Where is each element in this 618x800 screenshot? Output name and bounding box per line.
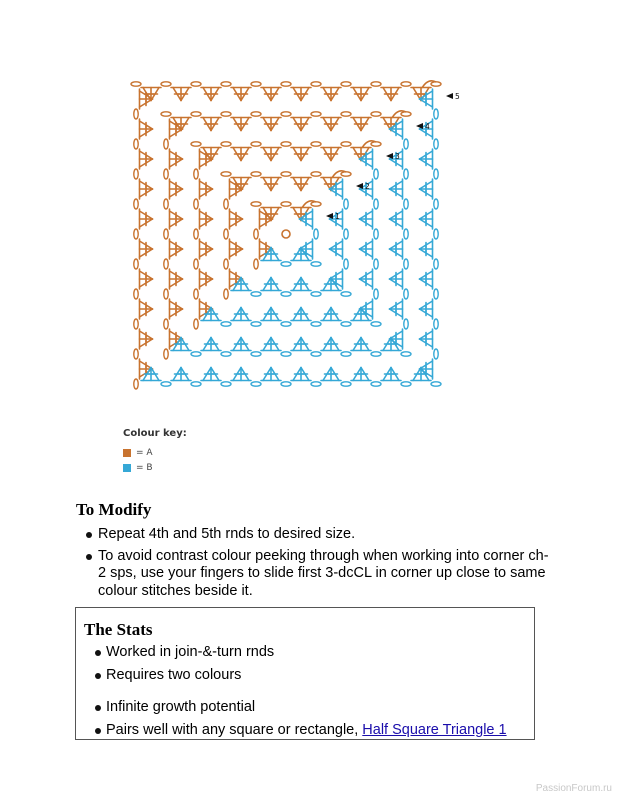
chain-stitch	[134, 289, 138, 299]
stitch-cluster	[231, 368, 251, 381]
colour-key-label-a: = A	[136, 447, 153, 458]
stitch-cluster	[231, 148, 251, 161]
chain-stitch	[251, 322, 261, 326]
chain-stitch	[401, 352, 411, 356]
chain-stitch	[344, 199, 348, 209]
chain-stitch	[134, 169, 138, 179]
chain-stitch	[341, 82, 351, 86]
chain-stitch	[434, 259, 438, 269]
chain-stitch	[311, 262, 321, 266]
chain-stitch	[164, 319, 168, 329]
stitch-cluster	[140, 299, 153, 319]
stitch-cluster	[261, 368, 281, 381]
stitch-cluster	[201, 118, 221, 131]
stitch-cluster	[351, 338, 371, 351]
stitch-cluster	[170, 149, 183, 169]
stitch-cluster	[381, 368, 401, 381]
stitch-cluster	[291, 118, 311, 131]
stitch-cluster	[291, 148, 311, 161]
stitch-cluster	[170, 179, 183, 199]
chain-stitch	[221, 172, 231, 176]
round-marker-label: 4	[425, 122, 430, 131]
stitch-cluster	[140, 179, 153, 199]
chain-stitch	[371, 142, 381, 146]
chain-stitch	[341, 382, 351, 386]
chain-stitch	[194, 199, 198, 209]
stitch-cluster	[170, 209, 183, 229]
chain-stitch	[164, 259, 168, 269]
colour-key-item-a	[123, 445, 187, 460]
chain-stitch	[194, 319, 198, 329]
half-square-triangle-link[interactable]: Half Square Triangle 1	[362, 721, 507, 738]
stitch-cluster	[171, 88, 191, 101]
list-item	[76, 644, 532, 662]
chain-stitch	[254, 259, 258, 269]
chain-stitch	[134, 199, 138, 209]
stitch-cluster	[201, 368, 221, 381]
colour-swatch-a	[123, 449, 131, 457]
chain-stitch	[194, 229, 198, 239]
chain-stitch	[161, 82, 171, 86]
stitch-cluster	[200, 269, 213, 289]
chain-stitch	[281, 112, 291, 116]
chain-stitch	[164, 229, 168, 239]
stitch-cluster	[170, 299, 183, 319]
chain-stitch	[311, 142, 321, 146]
stitch-cluster	[170, 239, 183, 259]
chain-stitch	[281, 322, 291, 326]
chain-stitch	[221, 352, 231, 356]
stitch-cluster	[140, 149, 153, 169]
chain-stitch	[164, 139, 168, 149]
chain-stitch	[281, 142, 291, 146]
stitch-cluster	[420, 209, 433, 229]
stitch-cluster	[360, 239, 373, 259]
stitch-cluster	[230, 209, 243, 229]
stitch-cluster	[261, 88, 281, 101]
chain-stitch	[251, 202, 261, 206]
stitch-cluster	[390, 179, 403, 199]
stats-heading: The Stats	[84, 620, 153, 639]
stitch-cluster	[420, 329, 433, 349]
bullet-icon	[86, 554, 92, 560]
stitch-cluster	[351, 118, 371, 131]
chain-stitch	[401, 112, 411, 116]
stitch-cluster	[351, 88, 371, 101]
stitch-cluster	[261, 308, 281, 321]
stitch-cluster	[140, 329, 153, 349]
chain-stitch	[371, 382, 381, 386]
chain-stitch	[404, 169, 408, 179]
stitch-cluster	[390, 299, 403, 319]
chain-stitch	[251, 292, 261, 296]
crochet-chart	[118, 66, 460, 400]
chain-stitch	[404, 319, 408, 329]
chain-stitch	[281, 382, 291, 386]
chain-stitch	[434, 199, 438, 209]
chain-stitch	[254, 229, 258, 239]
chain-stitch	[341, 112, 351, 116]
chain-stitch	[434, 229, 438, 239]
chain-stitch	[164, 349, 168, 359]
stats-list	[76, 644, 532, 739]
chain-stitch	[251, 112, 261, 116]
stitch-cluster	[330, 239, 343, 259]
chain-stitch	[194, 259, 198, 269]
chain-stitch	[134, 319, 138, 329]
chain-stitch	[341, 142, 351, 146]
stitch-cluster	[140, 209, 153, 229]
chain-stitch	[134, 259, 138, 269]
list-item-text: To avoid contrast colour peeking through when working into corner ch-2 sps, use your fingers to slide first 3-dcCL in corner up close to same colour stitches beside it.	[98, 547, 549, 599]
stitch-cluster	[291, 308, 311, 321]
chain-stitch	[311, 382, 321, 386]
stats-box	[75, 607, 535, 740]
stitch-cluster	[291, 368, 311, 381]
chain-stitch	[344, 259, 348, 269]
chain-stitch	[251, 172, 261, 176]
stitch-cluster	[420, 269, 433, 289]
chain-stitch	[251, 352, 261, 356]
chain-stitch	[134, 349, 138, 359]
chain-stitch	[344, 229, 348, 239]
chain-stitch	[311, 202, 321, 206]
chain-stitch	[314, 229, 318, 239]
stitch-cluster	[230, 239, 243, 259]
chain-stitch	[281, 202, 291, 206]
stitch-cluster	[420, 179, 433, 199]
chain-stitch	[434, 289, 438, 299]
list-item	[76, 722, 532, 740]
list-item-text: Requires two colours	[106, 666, 242, 683]
chain-stitch	[281, 352, 291, 356]
list-item	[76, 699, 532, 717]
colour-key-title: Colour key:	[123, 428, 187, 439]
chain-stitch	[224, 289, 228, 299]
chain-stitch	[401, 82, 411, 86]
chain-stitch	[191, 112, 201, 116]
chain-stitch	[134, 139, 138, 149]
colour-key-item-b	[123, 460, 187, 475]
stitch-cluster	[420, 149, 433, 169]
chain-stitch	[311, 322, 321, 326]
list-item	[76, 667, 532, 685]
stitch-cluster	[321, 118, 341, 131]
stitch-cluster	[140, 119, 153, 139]
chain-stitch	[221, 112, 231, 116]
chain-stitch	[404, 199, 408, 209]
chain-stitch	[191, 382, 201, 386]
chain-stitch	[341, 352, 351, 356]
bullet-icon	[95, 705, 101, 711]
stitch-cluster	[200, 179, 213, 199]
chain-stitch	[311, 112, 321, 116]
chain-stitch	[311, 82, 321, 86]
chain-stitch	[371, 322, 381, 326]
bullet-icon	[95, 728, 101, 734]
stitch-cluster	[261, 148, 281, 161]
chain-stitch	[374, 259, 378, 269]
chain-stitch	[161, 382, 171, 386]
chain-stitch	[434, 169, 438, 179]
chain-stitch	[191, 142, 201, 146]
stitch-cluster	[261, 278, 281, 291]
stitch-cluster	[291, 278, 311, 291]
stitch-cluster	[291, 88, 311, 101]
chain-stitch	[281, 292, 291, 296]
chain-stitch	[404, 229, 408, 239]
stitch-cluster	[200, 209, 213, 229]
stitch-cluster	[360, 269, 373, 289]
chain-stitch	[191, 352, 201, 356]
stitch-cluster	[231, 338, 251, 351]
to-modify-heading: To Modify	[76, 500, 152, 519]
stitch-cluster	[291, 178, 311, 191]
chain-stitch	[194, 169, 198, 179]
stitch-cluster	[321, 338, 341, 351]
stitch-cluster	[261, 118, 281, 131]
chain-stitch	[164, 199, 168, 209]
chain-stitch	[404, 139, 408, 149]
stitch-cluster	[390, 209, 403, 229]
chain-stitch	[341, 292, 351, 296]
list-item-text: Infinite growth potential	[106, 699, 256, 715]
stitch-cluster	[140, 239, 153, 259]
chain-stitch	[191, 82, 201, 86]
chain-stitch	[434, 349, 438, 359]
stitch-cluster	[321, 308, 341, 321]
bullet-icon	[95, 673, 101, 679]
stitch-cluster	[171, 368, 191, 381]
chain-stitch	[434, 319, 438, 329]
chain-stitch	[374, 289, 378, 299]
stitch-cluster	[390, 269, 403, 289]
stitch-cluster	[390, 239, 403, 259]
stitch-cluster	[420, 299, 433, 319]
center-ring	[282, 230, 290, 238]
chain-stitch	[251, 382, 261, 386]
chain-stitch	[374, 199, 378, 209]
chain-stitch	[281, 262, 291, 266]
chain-stitch	[281, 82, 291, 86]
round-marker-label: 1	[335, 212, 340, 221]
stitch-cluster	[420, 239, 433, 259]
chain-stitch	[134, 379, 138, 389]
stitch-cluster	[201, 88, 221, 101]
chain-stitch	[131, 82, 141, 86]
chain-stitch	[311, 292, 321, 296]
watermark: PassionForum.ru	[535, 783, 612, 794]
chain-stitch	[164, 289, 168, 299]
list-item-text: Repeat 4th and 5th rnds to desired size.	[98, 526, 356, 542]
chain-stitch	[224, 259, 228, 269]
chain-stitch	[371, 82, 381, 86]
chain-stitch	[434, 139, 438, 149]
chain-stitch	[311, 352, 321, 356]
list-item	[76, 526, 556, 544]
stitch-cluster	[200, 239, 213, 259]
to-modify-list	[76, 526, 556, 604]
chain-stitch	[134, 229, 138, 239]
chain-stitch	[371, 112, 381, 116]
stitch-cluster	[201, 338, 221, 351]
colour-key-label-b: = B	[136, 462, 153, 473]
chain-stitch	[341, 322, 351, 326]
chain-stitch	[251, 142, 261, 146]
list-item-text: Worked in join-&-turn rnds	[106, 644, 275, 660]
stitch-cluster	[261, 338, 281, 351]
colour-swatch-b	[123, 464, 131, 472]
stitch-cluster	[351, 368, 371, 381]
stitch-cluster	[231, 118, 251, 131]
chain-stitch	[221, 82, 231, 86]
chain-stitch	[374, 169, 378, 179]
chain-stitch	[311, 172, 321, 176]
chain-stitch	[221, 382, 231, 386]
stitch-cluster	[170, 269, 183, 289]
chain-stitch	[431, 382, 441, 386]
bullet-icon	[86, 532, 92, 538]
stitch-cluster	[231, 88, 251, 101]
stitch-cluster	[360, 209, 373, 229]
stitch-cluster	[321, 368, 341, 381]
chain-stitch	[194, 289, 198, 299]
chain-stitch	[251, 82, 261, 86]
colour-key	[123, 428, 187, 475]
stitch-cluster	[261, 178, 281, 191]
chain-stitch	[341, 172, 351, 176]
stitch-cluster	[321, 88, 341, 101]
chain-stitch	[374, 229, 378, 239]
chain-stitch	[404, 289, 408, 299]
chain-stitch	[431, 82, 441, 86]
chain-stitch	[134, 109, 138, 119]
chain-stitch	[224, 199, 228, 209]
chain-stitch	[221, 142, 231, 146]
chain-stitch	[371, 352, 381, 356]
chain-stitch	[161, 112, 171, 116]
stitch-cluster	[381, 88, 401, 101]
chain-stitch	[404, 259, 408, 269]
round-marker-label: 5	[455, 92, 460, 101]
chain-stitch	[221, 322, 231, 326]
round-marker-label: 2	[365, 182, 370, 191]
list-item	[76, 548, 556, 601]
chain-stitch	[224, 229, 228, 239]
stitch-cluster	[140, 269, 153, 289]
stitch-cluster	[231, 308, 251, 321]
round-marker-label: 3	[395, 152, 400, 161]
chain-stitch	[434, 109, 438, 119]
round-marker-arrow-icon	[446, 93, 453, 99]
chain-stitch	[281, 172, 291, 176]
list-item-text: Pairs well with any square or rectangle,	[106, 721, 363, 738]
stitch-cluster	[291, 338, 311, 351]
bullet-icon	[95, 650, 101, 656]
chain-stitch	[164, 169, 168, 179]
chain-stitch	[401, 382, 411, 386]
stitch-cluster	[321, 148, 341, 161]
